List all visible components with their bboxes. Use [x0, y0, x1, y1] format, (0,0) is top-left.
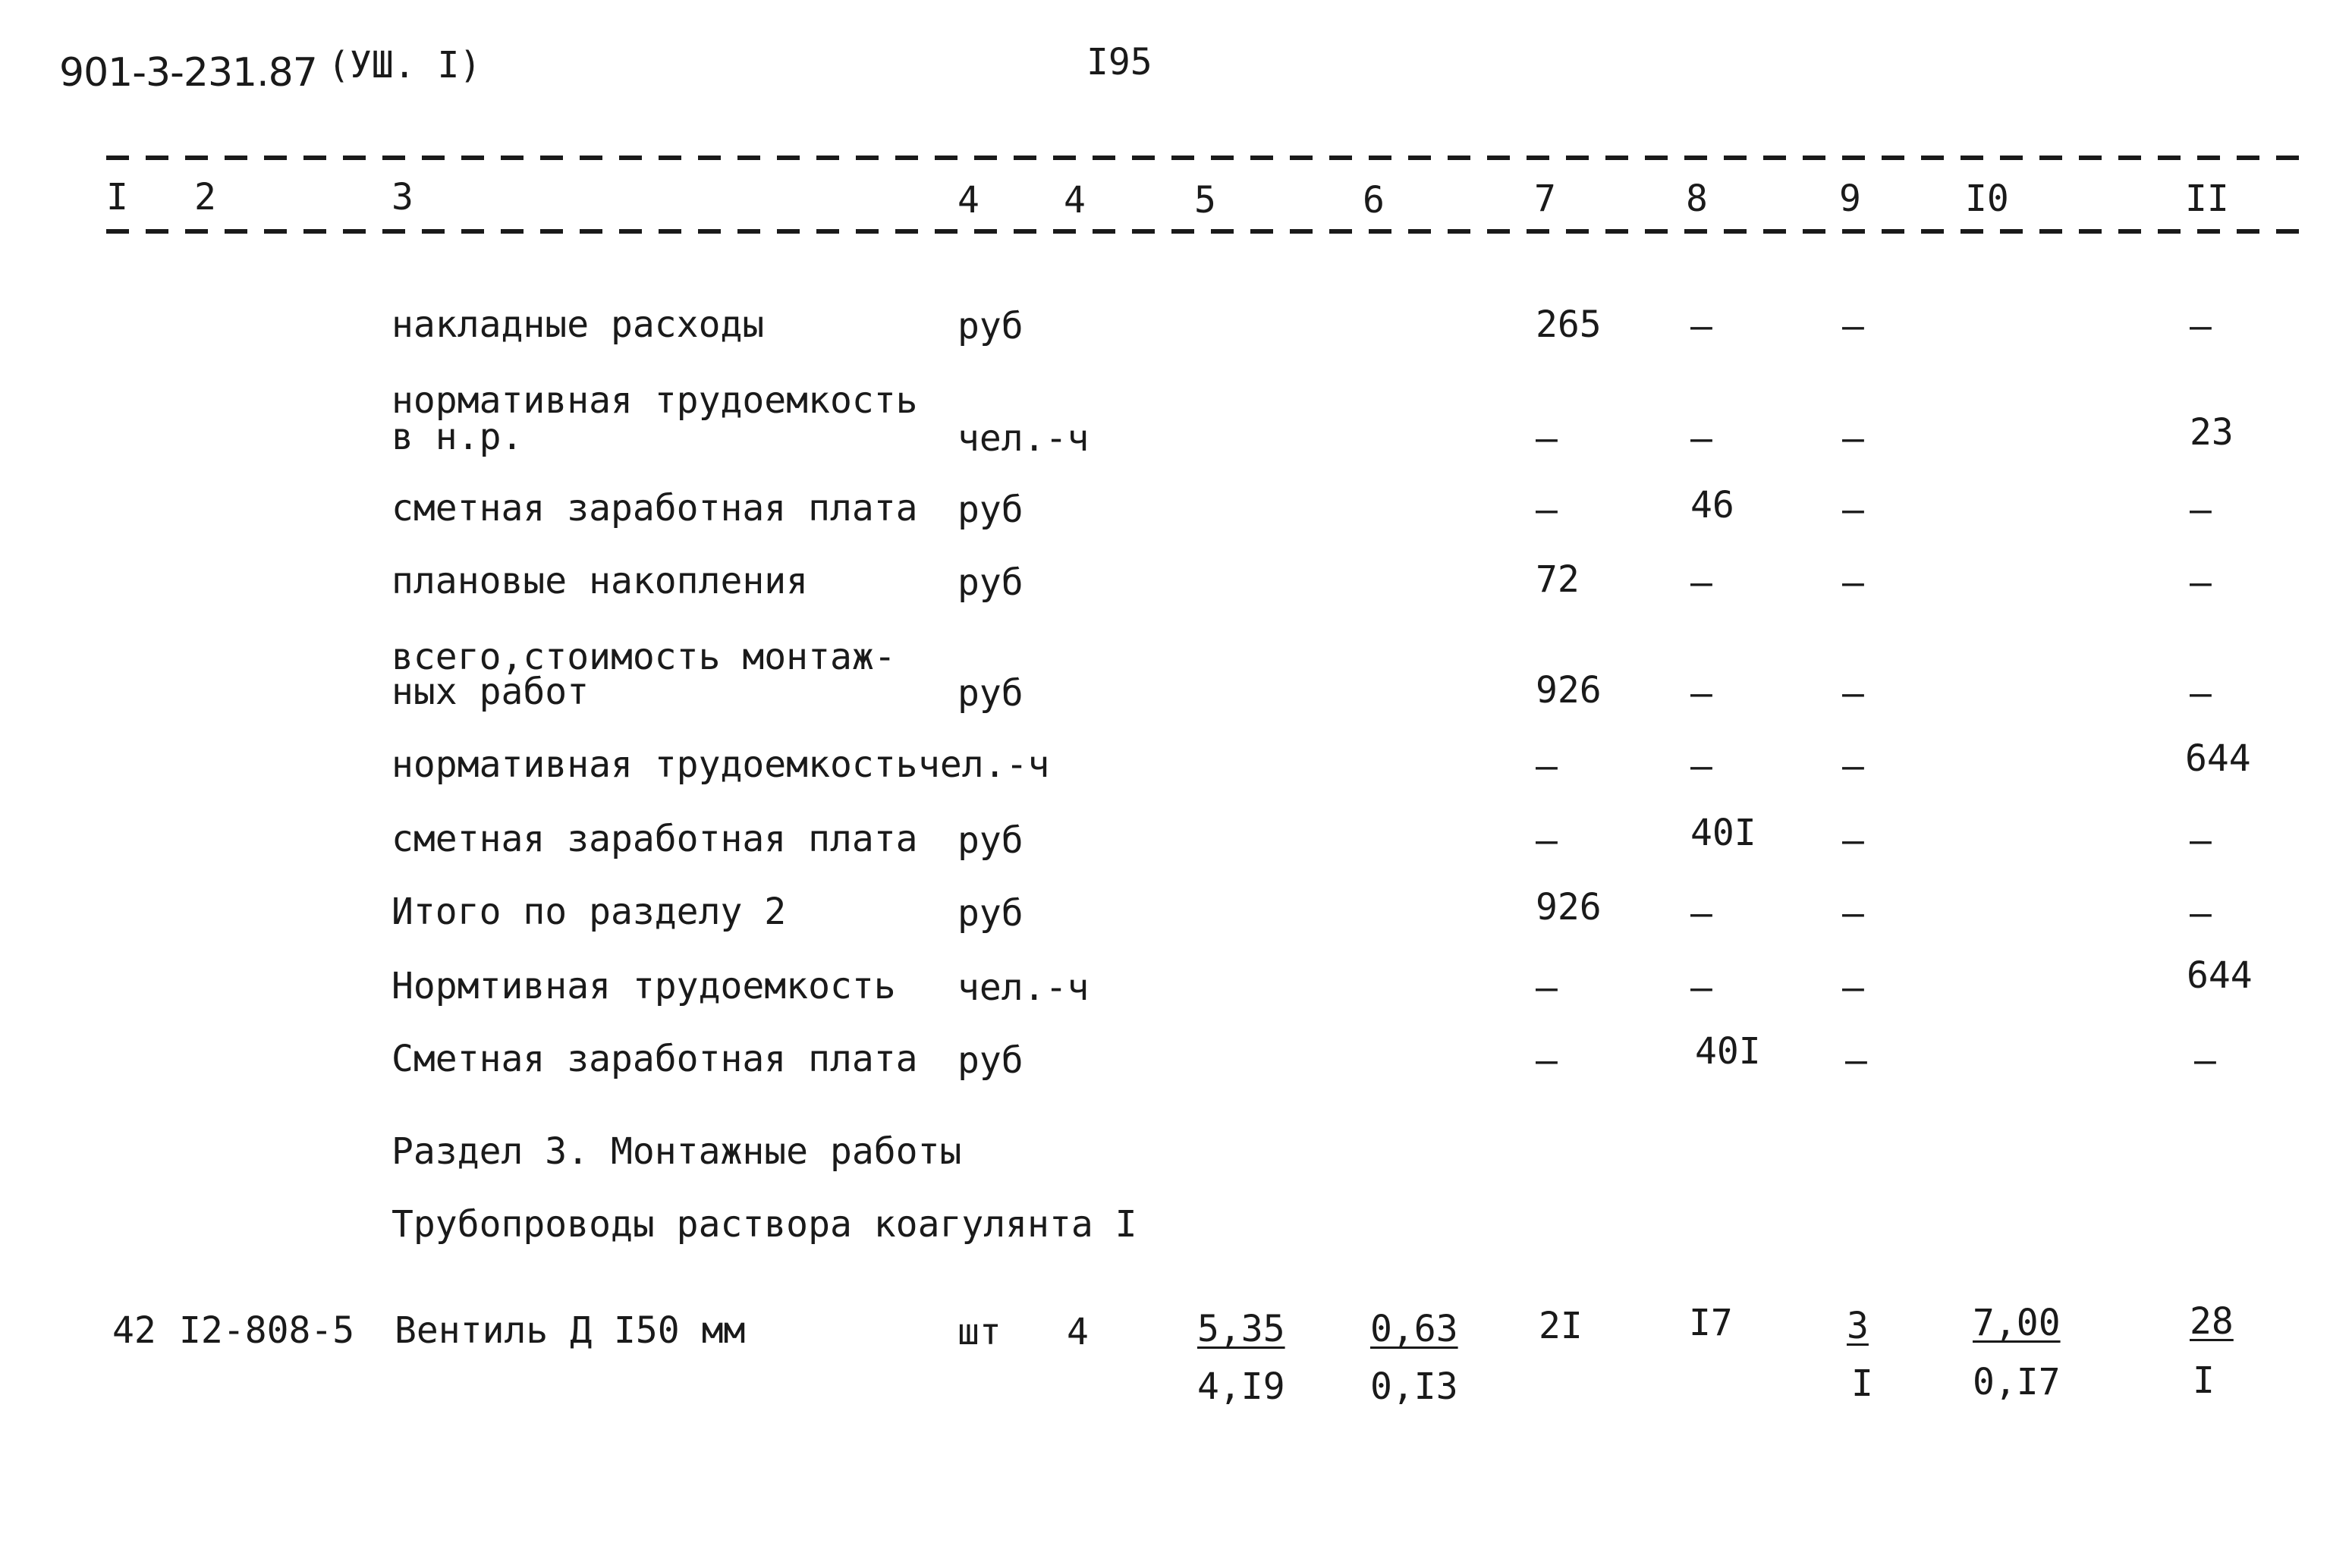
album-number: (УШ. I)	[328, 44, 482, 86]
row-unit: руб	[957, 1039, 1024, 1082]
row-name: сметная заработная плата	[391, 818, 918, 860]
row-c7: 926	[1536, 886, 1602, 929]
header-top-rule	[106, 156, 2306, 160]
row-unit: руб	[957, 305, 1024, 347]
item-qty: 4	[1067, 1311, 1089, 1353]
col-header-9: 9	[1839, 178, 1861, 220]
row-c11: –	[2190, 561, 2212, 604]
col-header-4a: 4	[957, 179, 979, 222]
item-c8: I7	[1689, 1302, 1733, 1344]
item-c5-top: 5,35	[1197, 1308, 1285, 1350]
item-number: 42	[112, 1309, 156, 1352]
row-c9: –	[1842, 417, 1864, 460]
section-title: Раздел 3. Монтажные работы	[391, 1130, 962, 1173]
row-name: Сметная заработная плата	[391, 1038, 918, 1080]
row-c11: 644	[2185, 737, 2251, 780]
item-c6-bottom: 0,I3	[1370, 1365, 1458, 1408]
row-c9: –	[1842, 966, 1864, 1009]
row-c8: 40I	[1690, 812, 1756, 854]
row-c7: –	[1536, 745, 1558, 787]
row-name: нормативная трудоемкость	[391, 743, 918, 786]
row-c7: –	[1536, 417, 1558, 460]
col-header-5: 5	[1194, 179, 1216, 222]
item-c9-bottom: I	[1851, 1362, 1873, 1405]
col-header-3: 3	[391, 176, 413, 218]
row-unit: чел.-ч	[957, 417, 1090, 460]
col-header-7: 7	[1534, 178, 1556, 220]
col-header-11: II	[2185, 178, 2229, 220]
row-c8: 40I	[1695, 1030, 1761, 1073]
header-bottom-rule	[106, 229, 2306, 234]
row-name-line2: в н.р.	[391, 416, 524, 458]
row-c7: –	[1536, 489, 1558, 531]
row-c11: 23	[2190, 411, 2234, 454]
row-c11: –	[2194, 1039, 2216, 1082]
row-c11: 644	[2187, 954, 2253, 997]
row-name: Итого по разделу 2	[391, 891, 787, 933]
col-header-8: 8	[1686, 178, 1708, 220]
row-c8: 46	[1690, 484, 1734, 526]
row-c9: –	[1845, 1039, 1867, 1082]
row-name-line1: нормативная трудоемкость	[391, 379, 918, 422]
row-c8: –	[1690, 672, 1712, 715]
row-c8: –	[1690, 305, 1712, 347]
page-number: I95	[1086, 41, 1152, 83]
row-c9: –	[1842, 561, 1864, 604]
item-c11-top: 28	[2190, 1300, 2234, 1343]
row-c9: –	[1842, 305, 1864, 347]
col-header-10: I0	[1965, 178, 2009, 220]
item-c9-top: 3	[1847, 1305, 1869, 1347]
row-name-line1: всего,стоимость монтаж-	[391, 636, 896, 678]
row-unit: руб	[957, 892, 1024, 935]
row-unit: чел.-ч	[918, 743, 1050, 786]
row-c7: 926	[1536, 669, 1602, 712]
row-c11: –	[2190, 672, 2212, 715]
row-c11: –	[2190, 305, 2212, 347]
row-unit: руб	[957, 672, 1024, 715]
row-c9: –	[1842, 745, 1864, 787]
item-c5-bottom: 4,I9	[1197, 1365, 1285, 1408]
col-header-2: 2	[194, 176, 216, 218]
row-c7: 265	[1536, 303, 1602, 346]
row-c9: –	[1842, 489, 1864, 531]
row-c7: 72	[1536, 558, 1580, 601]
row-c8: –	[1690, 966, 1712, 1009]
row-c11: –	[2190, 489, 2212, 531]
item-c10-top: 7,00	[1973, 1302, 2061, 1344]
document-code: 901-3-231.87	[59, 50, 317, 96]
row-name-line2: ных работ	[391, 671, 590, 713]
row-c11: –	[2190, 819, 2212, 862]
row-unit: руб	[957, 561, 1024, 604]
section-subtitle: Трубопроводы раствора коагулянта I	[391, 1203, 1137, 1246]
row-c8: –	[1690, 561, 1712, 604]
row-unit: чел.-ч	[957, 966, 1090, 1009]
row-c9: –	[1842, 819, 1864, 862]
item-c10-bottom: 0,I7	[1973, 1361, 2061, 1403]
row-c9: –	[1842, 892, 1864, 935]
item-name: Вентиль Д I50 мм	[395, 1309, 746, 1352]
item-c7: 2I	[1539, 1305, 1583, 1347]
row-c9: –	[1842, 672, 1864, 715]
row-c7: –	[1536, 819, 1558, 862]
row-name: накладные расходы	[391, 303, 765, 346]
row-name: сметная заработная плата	[391, 487, 918, 529]
col-header-1: I	[106, 176, 128, 218]
col-header-6: 6	[1363, 179, 1385, 222]
row-name: Нормтивная трудоемкость	[391, 965, 896, 1007]
col-header-4b: 4	[1064, 179, 1086, 222]
item-unit: шт	[957, 1311, 1001, 1353]
item-c11-bottom: I	[2193, 1359, 2215, 1402]
item-code: I2-808-5	[179, 1309, 355, 1352]
row-c8: –	[1690, 417, 1712, 460]
row-c8: –	[1690, 892, 1712, 935]
row-c11: –	[2190, 892, 2212, 935]
row-c7: –	[1536, 966, 1558, 1009]
row-unit: руб	[957, 819, 1024, 862]
row-c7: –	[1536, 1039, 1558, 1082]
row-name: плановые накопления	[391, 560, 809, 602]
row-c8: –	[1690, 745, 1712, 787]
item-c6-top: 0,63	[1370, 1308, 1458, 1350]
row-unit: руб	[957, 489, 1024, 531]
